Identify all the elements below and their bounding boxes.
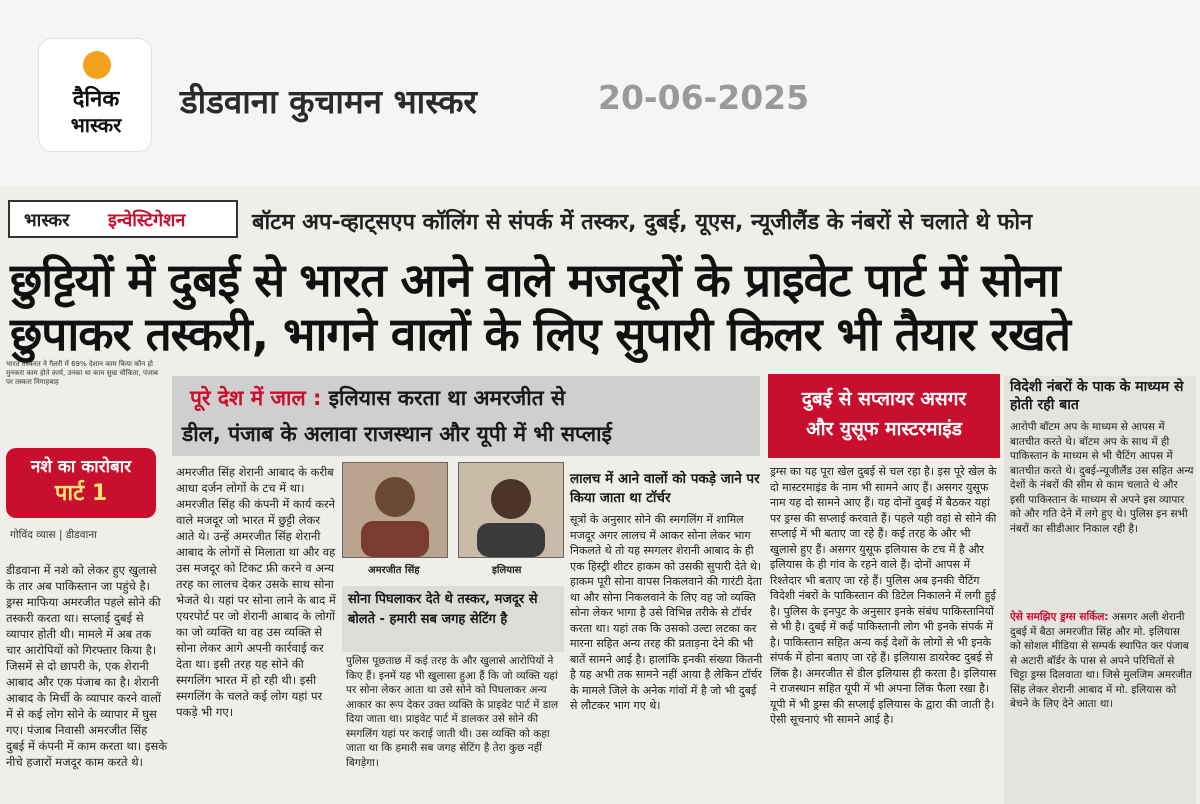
edition-title: डीडवाना कुचामन भास्कर	[180, 82, 477, 121]
sidebar-box	[1004, 376, 1196, 804]
photo-caption-ilyas: इलियास	[492, 565, 522, 576]
sidebar-body-2	[1010, 610, 1194, 802]
sun-icon	[83, 51, 111, 79]
person-icon	[459, 463, 563, 557]
article-headline-line2: छुपाकर तस्करी, भागने वालों के लिए सुपारी किलर भी तैयार रखते	[10, 307, 1071, 361]
sidebar-body-2-text: असगर अली शेरानी दुबई में बैठा अमरजीत सिंह और मो. इलियास को सोशल मीडिया से सम्पर्क स्थापित कर पंजाब से अटारी बॉर्डर के पास से अपने परिचितों से चिट्टा ड्रग्स दिलवाता था। जिसे मुलजिम अमरजीत सिंह लेकर शेरानी आबाद में मो. इलियास को बेचने के लिए देने आता था।	[1010, 611, 1192, 710]
newspaper-clipping	[0, 186, 1200, 804]
sidebar-body-1: आरोपी बॉटम अप के माध्यम से आपस में बातचीत करते थे। बॉटम अप के साथ में ही पाकिस्तान के माध्यम से भी चैटिंग आपस में बातचीत करते थे। दुबई-न्यूजीलैंड उस सहित अन्य देशों के नंबरों की सीम से काम चलाते थे और इसी पाकिस्तान के माध्यम से अपने इस व्यापार को और गति देने में लगे हुए थे। पुलिस इन सभी नंबरों का सीडीआर निकाल रही है।	[1010, 421, 1194, 535]
body-column-1: डीडवाना में नशे को लेकर हुए खुलासे के तार अब पाकिस्तान जा पहुंचे है। ड्रग्स माफिया अमरजीत पहले सोने की तस्करी करता था। सप्लाई दुबई से व्यापार होती थी। मामले में अब तक चार आरोपियों को गिरफ्तार किया है। जिसमें से दो छापरी के, एक शेरानी आबाद और एक पंजाब का है। शेरानी आबाद के मिर्ची के व्यापार करने वालों में से कई लोग सोने के व्यापार में घुस गए। पंजाब निवासी अमरजीत सिंह दुबई में कंपनी में काम करता था। इसके नीचे हजारों मजदूर काम करते थे।	[6, 563, 168, 769]
section-tag-label: भास्कर	[24, 210, 70, 231]
sidebar-heading: विदेशी नंबरों के पाक के माध्यम से होती रही बात	[1010, 379, 1184, 413]
mastermind-heading	[768, 374, 1000, 458]
logo-text-top: दैनिक	[72, 87, 120, 112]
body-column-3: सूत्रों के अनुसार सोने की स्मगलिंग में शामिल मजदूर अगर लालच में आकर सोना लेकर भाग निकलते थे तो यह स्मगलर शेरानी आबाद के ही एक हिस्ट्री शीटर हाकम को उसकी सुपारी देते थे। हाकम पूरी सोना वापस निकलवाने की गारंटी देता था और सोना निकलवाने के लिए वह जो व्यक्ति सोना लेकर भागा है उसे विभिन्न तरीके से टॉर्चर करता था। यहां तक कि उसको उल्टा लटका कर मारना सहित अन्य तरह की प्रताड़ना देने की भी बातें सामने आई है। हालांकि इनकी संख्या कितनी है यह अभी तक सामने नहीं आया है लेकिन टॉर्चर के मामले जिले के अनेक गांवों में है जो भी दुबई से लौटकर भाग गए थे।	[570, 513, 763, 712]
banner-line2: डील, पंजाब के अलावा राजस्थान और यूपी में भी सप्लाई	[182, 422, 612, 446]
series-badge	[6, 448, 156, 518]
photo-amarjeet	[342, 462, 448, 558]
photo-ilyas	[458, 462, 564, 558]
box-body: पुलिस पूछताछ में कई तरह के और खुलासे आरोपियों ने किए हैं। इनमें यह भी खुलासा हुआ हैं कि जो व्यक्ति यहां पर सोना लेकर आता था उसे सोने को पिघलाकर अन्य आकार का रूप देकर उक्त व्यक्ति के प्राइवेट पार्ट में डाल दिया जाता था। प्राइवेट पार्ट में डालकर उसे सोने की स्मगलिंग यहां पर कराई जाती थी। उस व्यक्ति को कहा जाता था कि हमारी सब जगह सेटिंग है तेरा कुछ नहीं बिगड़ेगा।	[346, 655, 559, 769]
banner-line1: इलियास करता था अमरजीत से	[328, 386, 566, 410]
article-headline-line1: छुट्टियों में दुबई से भारत आने वाले मजदूरों के प्राइवेट पार्ट में सोना	[10, 253, 1060, 307]
app-header	[0, 0, 1200, 186]
mastermind-heading-line2: और युसूफ मास्टरमाइंड	[806, 418, 962, 440]
banner-label: पूरे देश में जाल :	[190, 386, 322, 410]
newspaper-logo[interactable]	[38, 38, 152, 152]
byline: गोविंद व्यास | डीडवाना	[10, 529, 97, 541]
photo-caption-amarjeet: अमरजीत सिंह	[368, 565, 420, 576]
related-snippet: भारत तस्करत ने गैलरी में 69% देशान काम किया कौन हो मुनकरा काम होते कार्य, उनका था काम सुख चौकिता, पंजाब पर तस्करा निगाहबाह	[6, 360, 159, 386]
section-tag-investigation: इन्वेस्टिगेशन	[108, 210, 186, 231]
section-tag	[8, 200, 238, 238]
body-column-2: अमरजीत सिंह शेरानी आबाद के करीब आधा दर्जन लोगों के टच में था। अमरजीत सिंह की कंपनी में कार्य करने वाले मजदूर जो भारत में छुट्टी लेकर आते थे। उन्हें अमरजीत सिंह शेरानी आबाद के लोगों से मिलाता था और वह उस मजदूर को टिकट फ्री करने व अन्य तरह का लालच देकर उसके साथ सोना भेजते थे। यहां पर सोना लाने के बाद में एयरपोर्ट पर जो शेरानी आबाद के लोगों का जो व्यक्ति था वह उस व्यक्ति से सोना लेकर आगे अपनी कार्रवाई कर देता था। इसी तरह यह सोने की स्मगलिंग भारत में हो रही थी। इसी स्मगलिंग के चलते कई लोग यहां पर पकड़े भी गए।	[176, 465, 336, 719]
mastermind-heading-line1: दुबई से सप्लायर असगर	[801, 388, 967, 410]
subsection-banner	[172, 376, 760, 456]
article-subheadline: बॉटम अप-व्हाट्सएप कॉलिंग से संपर्क में तस्कर, दुबई, यूएस, न्यूजीलैंड के नंबरों से चलाते थे फोन	[252, 210, 1033, 235]
edition-date: 20-06-2025	[598, 78, 810, 117]
logo-text-bottom: भास्कर	[70, 113, 122, 137]
series-title: नशे का कारोबार	[30, 457, 132, 477]
body-column-4: ड्रग्स का यह पूरा खेल दुबई से चल रहा है। इस पूरे खेल के दो मास्टरमाइंड के नाम भी सामने आए हैं। असगर युसूफ नाम यह दो सामने आए हैं। यह दोनों दुबई में बैठकर यहां पर ड्रग्स की सप्लाई करवाते हैं। पहले यही वहां से सोने की सप्लाई में भी बताए जा रहे हैं। कई तरह के और भी खुलासे हुए हैं। असगर युसूफ इलियास के टच में है और इलियास के ही गांव के रहने वाले हैं। दोनों आपस में रिश्तेदार भी बताए जा रहे हैं। पुलिस अब इनकी चैटिंग विदेशी नंबरों के पाकिस्तान की डिटेल निकालने में लगी हुई है। पुलिस के इनपुट के अनुसार इनके संबंध पाकिस्तानियों से भी है। दुबई में कई पाकिस्तानी लोग भी इनके संपर्क में है। पाकिस्तान सहित अन्य कई देशों के लोगों से भी इनके संपर्क में होना बताए जा रहे हैं। इलियास डायरेक्ट दुबई से लिंक है। अमरजीत से डील इलियास ही करता है। इलियास ने राजस्थान सहित यूपी में भी अपना लिंक फैला रखा है। यूपी में भी ड्रग्स की सप्लाई इलियास के द्वारा की जाती है। ऐसी सूचनाएं भी सामने आई है।	[770, 465, 997, 726]
person-icon	[343, 463, 447, 557]
sidebar-red-label: ऐसे समझिए ड्रग्स सर्किल:	[1010, 611, 1109, 623]
torture-heading: लालच में आने वालों को पकड़े जाने पर किया जाता था टॉर्चर	[570, 471, 760, 506]
box-heading: सोना पिघलाकर देते थे तस्कर, मजदूर से बोलते - हमारी सब जगह सेटिंग है	[342, 586, 564, 652]
series-part: पार्ट 1	[54, 481, 108, 506]
